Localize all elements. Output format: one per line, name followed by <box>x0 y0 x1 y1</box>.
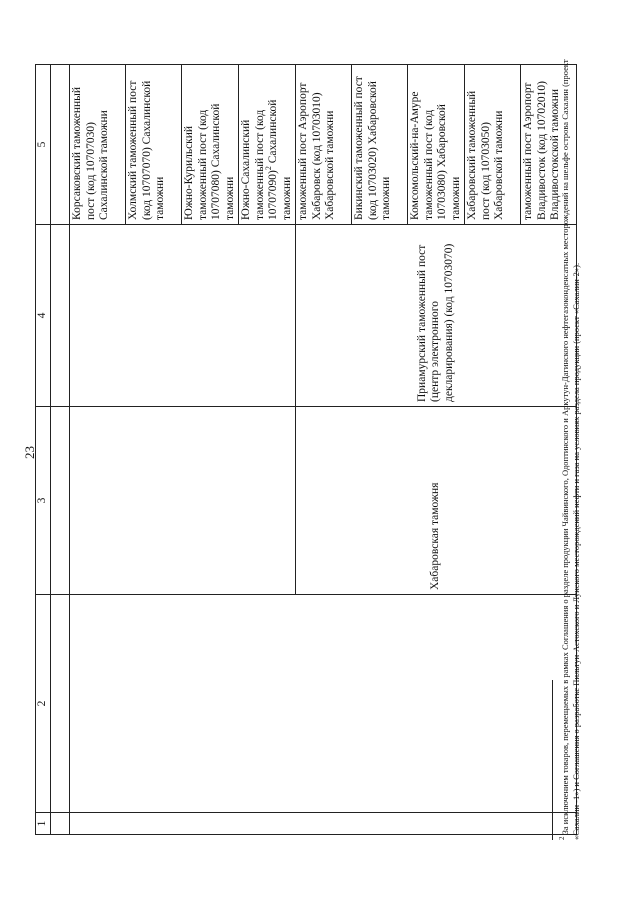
customs-post-cell <box>239 65 296 225</box>
header-cell-3: 3 <box>36 407 51 595</box>
cell-blank <box>70 225 296 407</box>
header-row <box>36 65 51 835</box>
customs-post-cell: Холмский таможенный пост (код 10707070) Сахалинской таможни <box>126 65 182 225</box>
cell-blank <box>70 595 577 813</box>
footnote-ref: 2 <box>264 166 274 171</box>
regional-customs-cell: Хабаровская таможня <box>296 407 577 595</box>
customs-post-cell: Южно-Курильский таможенный пост (код 10707080) Сахалинской таможни <box>182 65 239 225</box>
footnote-mark: 2 <box>558 836 567 840</box>
cell-blank <box>51 65 70 225</box>
cell-blank <box>70 813 577 835</box>
customs-post-cell: Корсаковский таможенный пост (код 10707030) Сахалинской таможни <box>70 65 126 225</box>
header-cell-1: 1 <box>36 813 51 835</box>
footnote-text: За исключением товаров, перемещаемых в рамках Соглашения о разделе продукции Чайвинского, Одоптинского и Аркутун-Дагинского нефтегазоконденсатных месторождений на шельфе острова Сахалин (проект «Сахалин -1») и Соглашения о разработке Пильтун-Астохского и Лунского месторождений нефти и газа на условиях раздела продукции (проект «Сахалин-2»). <box>560 59 581 840</box>
customs-post-cell: таможенный пост Аэропорт Хабаровск (код 10703010) Хабаровской таможни <box>296 65 352 225</box>
header-cell-4: 4 <box>36 225 51 407</box>
footnote-divider <box>552 680 553 840</box>
customs-post-cell: Хабаровский таможенный пост (код 10703050) Хабаровской таможни <box>465 65 521 225</box>
cell-blank <box>51 595 70 813</box>
customs-post-text-tail: Сахалинской таможни <box>267 99 293 220</box>
customs-post-cell: Комсомольский-на-Амуре таможенный пост (код 10703080) Хабаровской таможни <box>408 65 465 225</box>
header-cell-2: 2 <box>36 595 51 813</box>
cell-blank <box>51 225 70 407</box>
customs-post-cell: Бикинский таможенный пост (код 10703020) Хабаровской таможни <box>352 65 408 225</box>
header-cell-5: 5 <box>36 65 51 225</box>
cell-blank <box>51 813 70 835</box>
customs-posts-table <box>35 64 577 835</box>
top-row <box>51 65 70 835</box>
cell-blank <box>51 407 70 595</box>
footnote <box>560 50 581 840</box>
cell-blank <box>70 407 296 595</box>
customs-post-cell: Приамурский таможенный пост (центр электронного декларирования) (код 10703070) <box>296 225 577 407</box>
customs-post-text: Южно-Сахалинский таможенный пост (код 10707090) <box>240 109 279 220</box>
page-number: 23 <box>22 446 37 459</box>
table-row <box>70 65 126 835</box>
customs-post-cell: таможенный пост Аэропорт Владивосток (код 10702010) Владивостокской таможни <box>521 65 577 225</box>
